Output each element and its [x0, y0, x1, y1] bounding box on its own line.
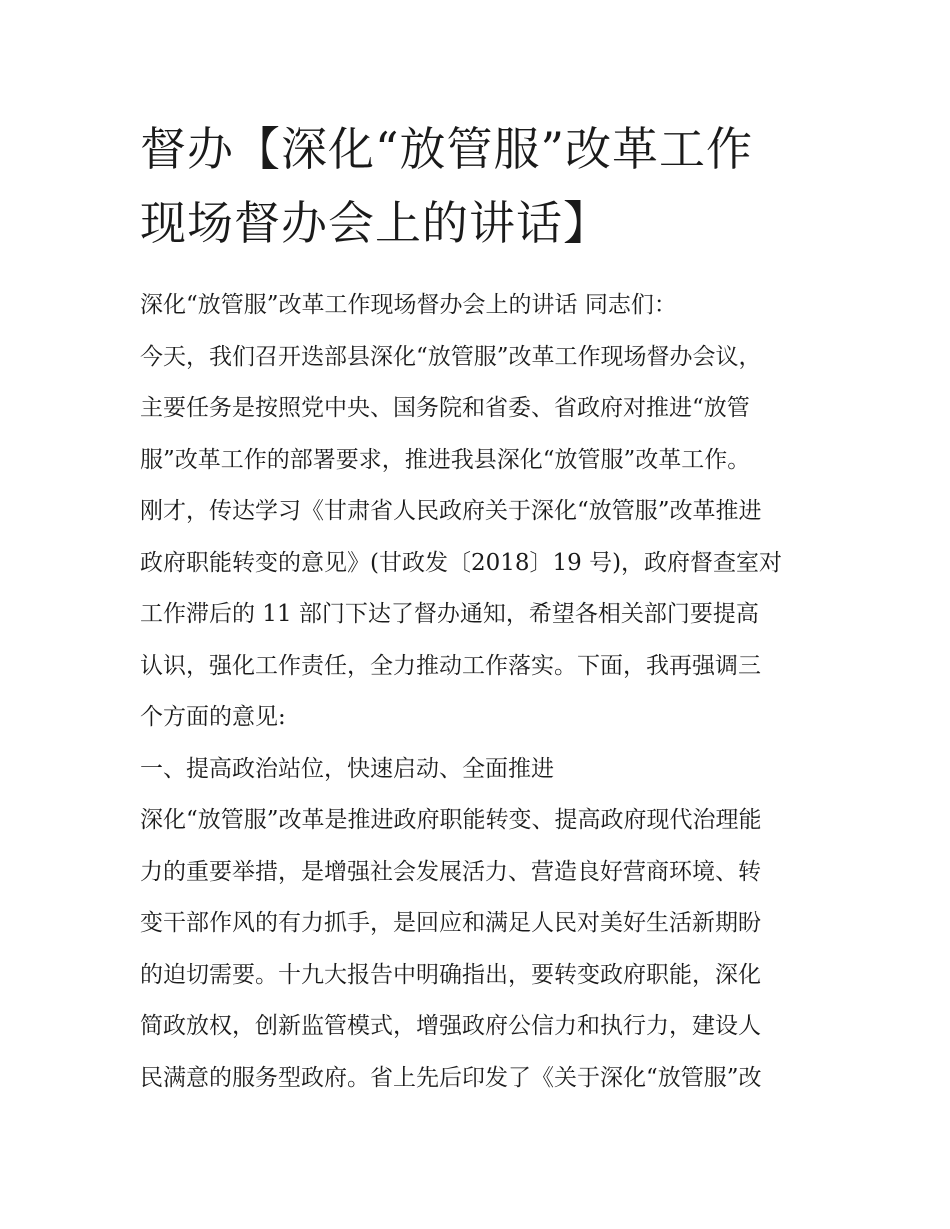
body-line: 刚才，传达学习《甘肃省人民政府关于深化“放管服”改革推进 — [140, 498, 762, 524]
body-line: 个方面的意见: — [140, 704, 286, 730]
title-line: 现场督办会上的讲话】 — [140, 196, 610, 250]
body-line: 服”改革工作的部署要求，推进我县深化“放管服”改革工作。 — [140, 446, 751, 473]
document-title — [140, 112, 820, 260]
body-line: 的迫切需要。十九大报告中明确指出，要转变政府职能，深化 — [140, 961, 761, 988]
body-line: 深化“放管服”改革是推进政府职能转变、提高政府现代治理能 — [140, 807, 762, 833]
body-line: 认识，强化工作责任，全力推动工作落实。下面，我再强调三 — [140, 652, 761, 679]
body-line: 变干部作风的有力抓手，是回应和满足人民对美好生活新期盼 — [140, 910, 761, 936]
document-body — [140, 280, 830, 1104]
body-line: 主要任务是按照党中央、国务院和省委、省政府对推进“放管 — [140, 395, 750, 421]
body-line: 今天，我们召开迭部县深化“放管服”改革工作现场督办会议， — [140, 343, 762, 370]
body-line: 力的重要举措，是增强社会发展活力、营造良好营商环境、转 — [140, 858, 761, 885]
section-heading: 一、提高政治站位，快速启动、全面推进 — [140, 755, 554, 782]
body-line: 政府职能转变的意见》(甘政发〔2018〕19 号)，政府督查室对 — [140, 549, 783, 576]
body-line: 工作滞后的 11 部门下达了督办通知，希望各相关部门要提高 — [140, 601, 759, 627]
title-line: 督办【深化“放管服”改革工作 — [140, 122, 754, 176]
body-line: 民满意的服务型政府。省上先后印发了《关于深化“放管服”改 — [140, 1064, 762, 1091]
body-line: 深化“放管服”改革工作现场督办会上的讲话 同志们： — [140, 292, 677, 318]
body-line: 简政放权，创新监管模式，增强政府公信力和执行力，建设人 — [140, 1013, 761, 1039]
